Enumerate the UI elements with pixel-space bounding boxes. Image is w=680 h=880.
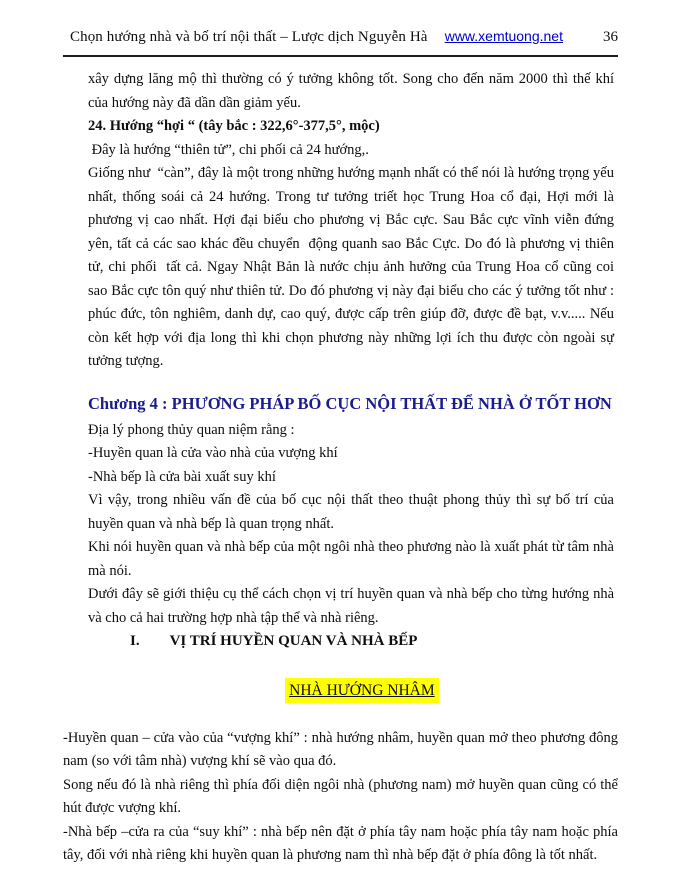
heading-section24: 24. Hướng “hợi “ (tây bắc : 322,6°-377,5°, mộc) [88,118,380,134]
main-text-block [88,68,618,727]
header-title: Chọn hướng nhà và bố trí nội thất – Lược dịch Nguyễn Hà [70,29,428,45]
paragraph-section24-body: Giống như “càn”, đây là một trong những hướng mạnh nhất có thể nói là hướng trọng yếu nhất, thống soái cả 24 hướng. Trong tư tưởng triết học Trung Hoa cổ đại, Hợi mới là phương vị cao nhất. Hợi đại biểu cho phương vị Bắc cực. Sau Bắc cực vĩnh viễn đứng yên, tất cả các sao khác đều chuyển động quanh sao Bắc Cực. Do đó là phương vị thiên tử, chi phối tất cả. Ngay Nhật Bản là nước chịu ảnh hưởng của Trung Hoa cổ cũng coi sao Bắc cực tôn quý như thiên tử. Do đó phương vị này đại biểu cho các ý tưởng tốt như : phúc đức, tôn nghiêm, danh dự, cao quý, được cấp trên giúp đỡ, được đề bạt, v.v..... Nếu còn kết hợp với địa long thì khi chọn phương này những lợi ích thu được còn ngoài sự tưởng tượng. [88,165,618,369]
list-item-huyen-quan: -Huyền quan là cửa vào nhà của vượng khí [88,445,338,461]
section-i-numeral: I. [130,633,140,649]
paragraph-section24-line1: Đây là hướng “thiên tử”, chi phối cả 24 hướng,. [88,141,369,158]
paragraph-chapter4-duoi-day: Dưới đây sẽ giới thiệu cụ thể cách chọn vị trí huyền quan và nhà bếp cho từng hướng nhà và cho cả hai trường hợp nhà tập thể và nhà riêng. [88,586,618,626]
header-link[interactable]: www.xemtuong.net [444,28,563,44]
outer-text-block [63,727,622,868]
section-i-title-row [130,630,614,654]
list-item-nha-bep: -Nhà bếp là cửa bài xuất suy khí [88,468,276,485]
highlight-row [88,654,614,727]
chapter4-heading: Chương 4 : PHƯƠNG PHÁP BỐ CỤC NỘI THẤT ĐỂ NHÀ Ở TỐT HƠN [88,393,612,413]
section-i-title: VỊ TRÍ HUYỀN QUAN VÀ NHÀ BẾP [169,633,418,649]
page-number: 36 [603,29,618,45]
paragraph-chapter4-khi-noi: Khi nói huyền quan và nhà bếp của một ngôi nhà theo phương nào là xuất phát từ tâm nhà mà nói. [88,539,618,579]
page-header [63,28,618,46]
paragraph-chapter4-vi-vay: Vì vậy, trong nhiều vấn đề của bố cục nội thất theo thuật phong thủy thì sự bố trí của huyền quan và nhà bếp là quan trọng nhất. [88,492,618,532]
header-rule [63,55,618,57]
paragraph-huyen-quan-detail: -Huyền quan – cửa vào của “vượng khí” : nhà hướng nhâm, huyền quan mở theo phương đông nam (so với tâm nhà) vượng khí sẽ vào qua đó. [63,729,622,769]
paragraph-section24-intro: xây dựng lăng mộ thì thường có ý tưởng không tốt. Song cho đến năm 2000 thì thế khí của hướng này đã dần dần giảm yếu. [88,71,618,111]
paragraph-nha-bep-detail: -Nhà bếp –cửa ra của “suy khí” : nhà bếp nên đặt ở phía tây nam hoặc phía tây nam hoặc phía tây, đối với nhà riêng khi huyền quan là phương nam thì nhà bếp đặt ở phía đông là tốt nhất. [63,823,622,863]
paragraph-song-neu: Song nếu đó là nhà riêng thì phía đối diện ngôi nhà (phương nam) mở huyền quan cũng có thể hút được vượng khí. [63,776,622,816]
highlighted-subheading: NHÀ HƯỚNG NHÂM [285,678,439,703]
paragraph-chapter4-intro: Địa lý phong thủy quan niệm rằng : [88,421,295,438]
